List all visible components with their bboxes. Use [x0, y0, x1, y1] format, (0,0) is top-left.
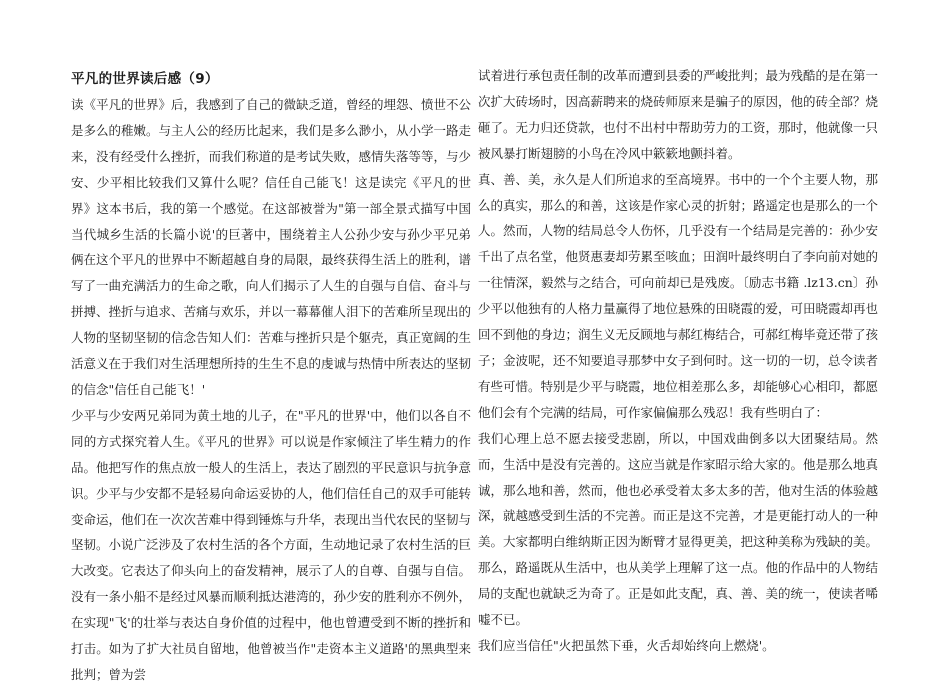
paragraph-3-continued: 试着进行承包责任制的改革而遭到县委的严峻批判；最为残酷的是在第一次扩大砖场时，因高薪聘来的烧砖师原来是骗子的原因，他的砖全部？烧砸了。无力归还贷款，也付不出村中帮助劳力的工资，那时，他就像一只被风暴打断翅膀的小鸟在冷风中簌簌地颤抖着。: [478, 68, 879, 161]
paragraph-5: 我们心理上总不愿去接受悲剧，所以，中国戏曲倒多以大团聚结局。然而，生活中是没有完善的。这应当就是作家昭示给大家的。他是那么地真诚，那么地和善，然而，他也必承受着太多太多的苦，他对生活的体验越深，就越感受到生活的不完善。而正是这不完善，才是更能打动人的一种美。大家都明白维纳斯正因为断臂才显得更美，把这种美称为残缺的美。那么，路遥既从生活中，也从美学上理解了这一点。他的作品中的人物结局的支配也就缺乏为奇了。正是如此支配，真、善、美的统一，使读者唏嘘不已。: [478, 430, 879, 628]
paragraph-6: 我们应当信任"火把虽然下垂，火舌却始终向上燃烧'。: [478, 637, 775, 653]
left-column: [71, 66, 471, 688]
paragraph-1: 读《平凡的世界》后，我感到了自己的微缺乏道，曾经的埋怨、愤世不公是多么的稚嫩。与主人公的经历比起来，我们是多么渺小，从小学一路走来，没有经受什么挫折，而我们称道的是考试失败，感情失落等等，与少安、少平相比较我们又算什么呢？信任自己能飞！这是读完《平凡的世界》这本书后，我的第一个感觉。在这部被誉为"第一部全景式描写中国当代城乡生活的长篇小说'的巨著中，围绕着主人公孙少安与孙少平兄弟俩在这个平凡的世界中不断超越自身的局限，最终获得生活上的胜利，谱写了一曲充满活力的生命之歌，向人们揭示了人生的自强与自信、奋斗与拼搏、挫折与追求、苦痛与欢乐，并以一幕幕催人泪下的苦难所呈现出的人物的坚韧坚韧的信念告知人们：苦难与挫折只是个躯壳，真正宽阔的生活意义在于我们对生活理想所持的生生不息的虔诚与热情中所表达的坚韧的信念"信任自己能飞！': [71, 97, 472, 397]
paragraph-4: 真、善、美，永久是人们所追求的至高境界。书中的一个个主要人物，那么的真实，那么的和善，这该是作家心灵的折射；路遥定也是那么的一个人。然而，人物的结局总令人伤怀，几乎没有一个结局是完善的：孙少安千出了点名堂，他贤惠妻却劳累至咳血；田润叶最终明白了李向前对她的一往情深，毅然与之结合，可向前却已是残废。〔励志书籍 .lz13.cn〕孙少平以他独有的人格力量赢得了地位悬殊的田晓霞的爱，可田晓霞却再也回不到他的身边；润生义无反顾地与郝红梅结合，可郝红梅毕竟还带了孩子；金波呢，还不知要追寻那梦中女子到何时。这一切的一切，总令读者有些可惜。特别是少平与晓霞，地位相差那么多，却能够心心相印，都愿他们会有个完满的结局，可作家偏偏那么残忍！我有些明白了：: [478, 171, 879, 420]
paragraph-3: 没有一条小船不是经过风暴而顺利抵达港湾的，孙少安的胜利亦不例外，在实现"飞'的壮举与表达自身价值的过程中，他也曾遭受到不断的挫折和打击。如为了扩大社员自留地，他曾被当作"走资本主义道路'的黑典型来批判；曾为尝: [71, 589, 472, 682]
essay-title: 平凡的世界读后感（9）: [71, 71, 219, 87]
paragraph-2: 少平与少安两兄弟同为黄土地的儿子，在"平凡的世界'中，他们以各自不同的方式探究着人生。《平凡的世界》可以说是作家倾注了毕生精力的作品。他把写作的焦点放一般人的生活上，表达了剧烈的平民意识与抗争意识。少平与少安都不是轻易向命运妥协的人，他们信任自己的双手可能转变命运，他们在一次次苦难中得到锤炼与升华，表现出当代农民的坚韧与坚韧。小说广泛涉及了农村生活的各个方面，生动地记录了农村生活的巨大改变。它表达了仰头向上的奋发精神，展示了人的自尊、自强与自信。: [71, 407, 472, 579]
right-column: [478, 63, 878, 659]
